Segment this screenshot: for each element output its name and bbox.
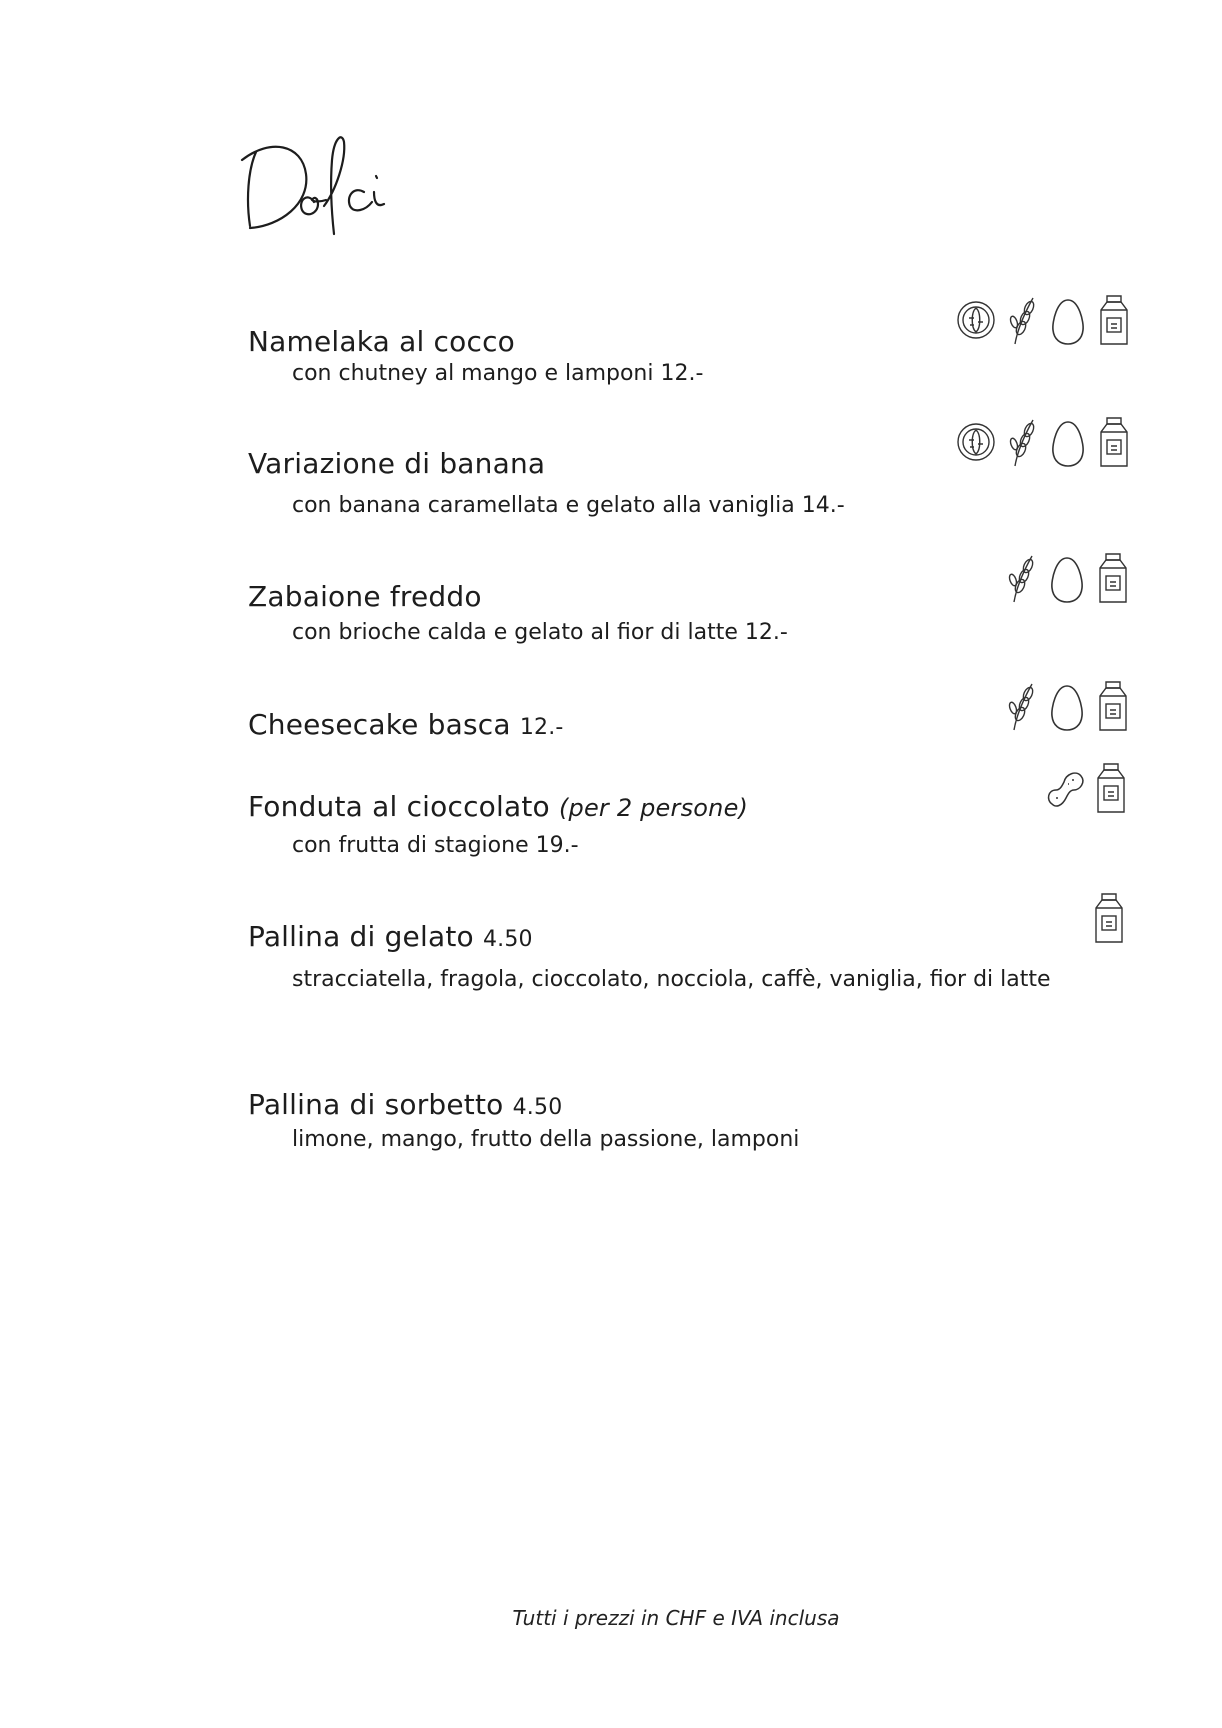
egg-icon <box>1047 292 1089 348</box>
menu-item <box>248 920 1128 995</box>
price-note: Tutti i prezzi in CHF e IVA inclusa <box>512 1606 840 1630</box>
milk-icon <box>1088 890 1130 946</box>
item-price: 12.- <box>519 715 564 740</box>
milk-icon <box>1093 414 1135 470</box>
egg-icon <box>1047 414 1089 470</box>
allergen-icons <box>1000 676 1134 736</box>
menu-item <box>248 580 1128 648</box>
item-description: stracciatella, fragola, cioccolato, nocciola, caffè, vaniglia, fior di latte <box>292 967 1051 992</box>
allergen-icons <box>1044 758 1132 818</box>
milk-icon <box>1093 292 1135 348</box>
egg-icon <box>1046 678 1088 734</box>
item-description: con chutney al mango e lamponi 12.- <box>292 361 704 386</box>
milk-icon <box>1090 760 1132 816</box>
nut-icon <box>955 414 997 470</box>
menu-item <box>248 790 1128 861</box>
nut-icon <box>955 292 997 348</box>
item-price: 4.50 <box>482 927 533 952</box>
item-name: Cheesecake basca <box>248 708 511 741</box>
menu-title <box>240 130 420 260</box>
item-price: 4.50 <box>512 1095 563 1120</box>
menu-item <box>248 708 1128 745</box>
item-description: con banana caramellata e gelato alla vaniglia 14.- <box>292 493 845 518</box>
allergen-icons <box>955 290 1135 350</box>
gluten-icon <box>1000 550 1042 606</box>
gluten-icon <box>1001 414 1043 470</box>
item-description: con brioche calda e gelato al fior di latte 12.- <box>292 620 788 645</box>
item-note: (per 2 persone) <box>558 794 749 822</box>
milk-icon <box>1092 678 1134 734</box>
allergen-icons <box>1088 888 1130 948</box>
gluten-icon <box>1000 678 1042 734</box>
item-name: Namelaka al cocco <box>248 325 516 358</box>
milk-icon <box>1092 550 1134 606</box>
item-name: Pallina di gelato <box>248 920 474 953</box>
peanut-icon <box>1044 760 1086 816</box>
menu-title-lettering <box>240 130 420 260</box>
menu-item <box>248 1088 1128 1155</box>
allergen-icons <box>1000 548 1134 608</box>
egg-icon <box>1046 550 1088 606</box>
item-name: Variazione di banana <box>248 447 546 480</box>
gluten-icon <box>1001 292 1043 348</box>
item-name: Zabaione freddo <box>248 580 482 613</box>
item-name: Fonduta al cioccolato <box>248 790 550 823</box>
allergen-icons <box>955 412 1135 472</box>
item-description: con frutta di stagione 19.- <box>292 833 579 858</box>
item-name: Pallina di sorbetto <box>248 1088 504 1121</box>
item-description: limone, mango, frutto della passione, lamponi <box>292 1127 800 1152</box>
